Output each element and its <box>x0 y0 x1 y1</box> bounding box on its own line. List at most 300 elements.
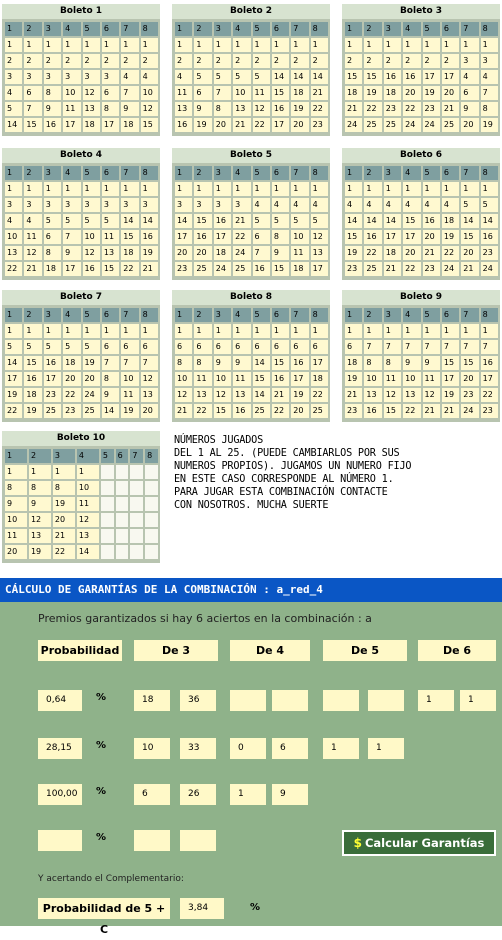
number-cell: 5 <box>83 340 100 354</box>
number-cell: 14 <box>311 70 328 84</box>
table-row <box>5 529 158 543</box>
number-cell: 22 <box>403 404 420 418</box>
number-cell: 15 <box>102 262 119 276</box>
number-cell: 6 <box>102 340 119 354</box>
number-cell: 7 <box>481 340 498 354</box>
column-number: 3 <box>214 22 231 36</box>
number-cell: 6 <box>214 340 231 354</box>
number-cell: 3 <box>121 198 138 212</box>
calcular-garantias-button[interactable] <box>342 830 496 856</box>
number-cell: 18 <box>214 246 231 260</box>
number-cell: 10 <box>121 372 138 386</box>
number-cell: 8 <box>272 230 289 244</box>
column-number: 7 <box>461 22 478 36</box>
number-cell: 18 <box>63 356 80 370</box>
number-cell <box>101 481 114 495</box>
number-cell: 6 <box>272 340 289 354</box>
number-cell: 1 <box>364 38 381 52</box>
number-cell: 18 <box>121 246 138 260</box>
number-cell: 11 <box>233 372 250 386</box>
table-row <box>345 246 498 260</box>
de5-field[interactable]: 1 <box>368 738 404 759</box>
de4-field[interactable] <box>272 690 308 711</box>
number-cell: 10 <box>175 372 192 386</box>
de4-field[interactable]: 0 <box>230 738 266 759</box>
number-cell: 7 <box>63 230 80 244</box>
boleto-grid <box>2 19 160 136</box>
number-cell: 2 <box>423 54 440 68</box>
column-number: 8 <box>311 166 328 180</box>
number-cell: 12 <box>141 102 158 116</box>
number-cell: 17 <box>311 262 328 276</box>
number-cell: 8 <box>175 356 192 370</box>
column-number: 1 <box>345 22 362 36</box>
number-cell: 1 <box>442 38 459 52</box>
number-cell <box>145 465 158 479</box>
de3-field[interactable]: 6 <box>134 784 170 805</box>
de4-field[interactable]: 9 <box>272 784 308 805</box>
column-header-row <box>5 166 158 180</box>
number-cell: 21 <box>461 262 478 276</box>
table-row <box>175 214 328 228</box>
number-cell: 25 <box>194 262 211 276</box>
number-cell: 14 <box>141 214 158 228</box>
number-cell: 1 <box>5 324 22 338</box>
number-cell: 18 <box>44 262 61 276</box>
number-cell: 22 <box>481 388 498 402</box>
number-cell: 15 <box>272 356 289 370</box>
boleto-title: Boleto 1 <box>2 4 160 19</box>
number-cell: 8 <box>44 86 61 100</box>
number-cell: 11 <box>253 86 270 100</box>
number-cell: 5 <box>102 214 119 228</box>
column-number: 2 <box>364 308 381 322</box>
number-cell: 8 <box>102 372 119 386</box>
number-cell: 20 <box>141 404 158 418</box>
table-row <box>5 481 158 495</box>
number-cell <box>116 545 129 559</box>
number-cell: 1 <box>403 182 420 196</box>
comp-probability-field[interactable]: 3,84 <box>180 898 224 919</box>
number-cell: 16 <box>83 262 100 276</box>
number-cell: 16 <box>272 102 289 116</box>
de5-field[interactable]: 1 <box>323 738 359 759</box>
number-cell: 5 <box>63 340 80 354</box>
number-cell: 11 <box>423 372 440 386</box>
number-cell: 22 <box>311 102 328 116</box>
number-cell: 5 <box>253 70 270 84</box>
number-cell: 6 <box>24 86 41 100</box>
number-cell: 1 <box>253 38 270 52</box>
boleto-grid <box>2 305 160 422</box>
number-cell: 23 <box>423 262 440 276</box>
number-cell: 15 <box>384 404 401 418</box>
column-number: 2 <box>24 308 41 322</box>
number-cell: 1 <box>291 38 308 52</box>
number-cell: 11 <box>102 230 119 244</box>
probability-field[interactable]: 0,64 <box>38 690 82 711</box>
number-cell: 2 <box>384 54 401 68</box>
number-cell: 1 <box>83 182 100 196</box>
number-cell: 22 <box>5 262 22 276</box>
number-cell: 1 <box>272 38 289 52</box>
number-cell: 20 <box>175 246 192 260</box>
column-number: 5 <box>253 308 270 322</box>
note-line: NUMEROS PROPIOS). JUGAMOS UN NUMERO FIJO <box>174 461 412 472</box>
table-row <box>5 324 158 338</box>
number-cell: 1 <box>423 324 440 338</box>
number-cell: 9 <box>121 102 138 116</box>
number-cell: 15 <box>364 70 381 84</box>
boleto-grid <box>342 163 500 280</box>
number-cell <box>116 481 129 495</box>
number-cell: 14 <box>253 356 270 370</box>
number-cell: 1 <box>442 182 459 196</box>
column-number: 5 <box>83 22 100 36</box>
column-header-row <box>345 22 498 36</box>
number-cell: 1 <box>311 324 328 338</box>
percent-label: % <box>96 786 107 797</box>
number-cell: 18 <box>345 86 362 100</box>
number-cell: 16 <box>481 230 498 244</box>
column-number: 2 <box>29 449 51 463</box>
boleto-card <box>2 431 160 563</box>
number-cell: 19 <box>291 102 308 116</box>
de5-field[interactable] <box>368 690 404 711</box>
number-cell: 15 <box>403 214 420 228</box>
table-row <box>175 102 328 116</box>
number-cell: 16 <box>214 214 231 228</box>
table-row <box>5 340 158 354</box>
probability-field[interactable]: 28,15 <box>38 738 82 759</box>
number-cell: 18 <box>311 372 328 386</box>
number-cell: 5 <box>5 102 22 116</box>
column-number: 6 <box>272 308 289 322</box>
column-number: 5 <box>423 308 440 322</box>
number-cell <box>145 513 158 527</box>
de3-field[interactable]: 26 <box>180 784 216 805</box>
number-cell <box>145 481 158 495</box>
number-cell: 20 <box>461 372 478 386</box>
number-cell: 10 <box>291 230 308 244</box>
number-cell: 2 <box>121 54 138 68</box>
number-cell: 13 <box>83 102 100 116</box>
number-cell: 14 <box>461 214 478 228</box>
number-cell: 10 <box>141 86 158 100</box>
boleto-card <box>172 290 330 422</box>
number-cell: 12 <box>141 372 158 386</box>
number-cell: 7 <box>121 86 138 100</box>
number-cell: 13 <box>233 388 250 402</box>
probability-field[interactable]: 100,00 <box>38 784 82 805</box>
number-cell <box>101 529 114 543</box>
de4-field[interactable] <box>230 690 266 711</box>
col-header-de4: De 4 <box>230 640 310 661</box>
number-cell: 18 <box>291 262 308 276</box>
number-cell: 4 <box>24 214 41 228</box>
number-cell: 1 <box>121 324 138 338</box>
de3-field[interactable]: 18 <box>134 690 170 711</box>
table-row <box>5 372 158 386</box>
number-cell: 20 <box>403 246 420 260</box>
number-cell: 6 <box>121 340 138 354</box>
number-cell: 19 <box>29 545 51 559</box>
number-cell: 8 <box>44 246 61 260</box>
number-cell: 7 <box>384 340 401 354</box>
column-header-row <box>175 166 328 180</box>
de3-field[interactable]: 36 <box>180 690 216 711</box>
boleto-title: Boleto 8 <box>172 290 330 305</box>
column-number: 1 <box>175 308 192 322</box>
number-cell: 3 <box>461 54 478 68</box>
column-number: 4 <box>403 22 420 36</box>
number-cell: 7 <box>461 340 478 354</box>
number-cell: 21 <box>175 404 192 418</box>
column-number: 2 <box>194 166 211 180</box>
number-cell: 8 <box>194 356 211 370</box>
number-cell: 20 <box>291 118 308 132</box>
de3-field[interactable] <box>134 830 170 851</box>
number-cell: 17 <box>442 70 459 84</box>
number-cell: 25 <box>442 118 459 132</box>
number-cell: 2 <box>141 54 158 68</box>
number-cell: 25 <box>44 404 61 418</box>
table-row <box>175 372 328 386</box>
number-cell: 18 <box>83 118 100 132</box>
calculator-subtitle: Premios garantizados si hay 6 aciertos en la combinación : a <box>38 612 372 625</box>
number-cell: 19 <box>423 86 440 100</box>
de3-field[interactable] <box>180 830 216 851</box>
number-cell: 12 <box>83 86 100 100</box>
number-cell: 13 <box>77 529 99 543</box>
table-row <box>5 182 158 196</box>
de6-field[interactable]: 1 <box>418 690 454 711</box>
number-cell: 22 <box>403 102 420 116</box>
boleto-title: Boleto 10 <box>2 431 160 446</box>
number-cell: 1 <box>44 324 61 338</box>
column-number: 1 <box>5 22 22 36</box>
number-cell: 15 <box>24 118 41 132</box>
number-cell: 4 <box>442 198 459 212</box>
number-cell: 17 <box>5 372 22 386</box>
number-cell: 9 <box>233 356 250 370</box>
number-cell: 24 <box>214 262 231 276</box>
number-cell: 12 <box>29 513 51 527</box>
column-number: 3 <box>44 22 61 36</box>
number-cell: 25 <box>311 404 328 418</box>
de4-field[interactable]: 6 <box>272 738 308 759</box>
column-number: 4 <box>233 22 250 36</box>
boleto-title: Boleto 2 <box>172 4 330 19</box>
number-cell: 1 <box>83 324 100 338</box>
column-number: 5 <box>101 449 114 463</box>
number-cell: 9 <box>29 497 51 511</box>
boleto-title: Boleto 7 <box>2 290 160 305</box>
table-row <box>345 38 498 52</box>
table-row <box>175 340 328 354</box>
number-cell: 1 <box>44 182 61 196</box>
number-cell: 11 <box>77 497 99 511</box>
number-cell: 2 <box>63 54 80 68</box>
column-number: 8 <box>481 166 498 180</box>
number-cell: 7 <box>423 340 440 354</box>
de3-field[interactable]: 33 <box>180 738 216 759</box>
number-cell: 19 <box>141 246 158 260</box>
number-cell: 11 <box>63 102 80 116</box>
number-cell: 17 <box>384 230 401 244</box>
number-cell: 13 <box>364 388 381 402</box>
number-cell: 22 <box>253 118 270 132</box>
de5-field[interactable] <box>323 690 359 711</box>
number-cell: 19 <box>442 388 459 402</box>
number-cell: 23 <box>461 388 478 402</box>
number-cell: 1 <box>141 38 158 52</box>
column-number: 4 <box>403 308 420 322</box>
number-cell: 24 <box>345 118 362 132</box>
number-cell <box>130 497 143 511</box>
column-number: 4 <box>63 22 80 36</box>
de3-field[interactable]: 10 <box>134 738 170 759</box>
number-cell: 17 <box>291 372 308 386</box>
number-cell: 20 <box>63 372 80 386</box>
number-cell: 1 <box>423 38 440 52</box>
number-cell: 22 <box>403 262 420 276</box>
number-cell: 24 <box>442 262 459 276</box>
number-cell: 25 <box>384 118 401 132</box>
column-number: 5 <box>253 22 270 36</box>
column-number: 6 <box>102 308 119 322</box>
number-cell: 4 <box>253 198 270 212</box>
table-row <box>345 198 498 212</box>
number-cell: 1 <box>233 38 250 52</box>
number-cell: 25 <box>83 404 100 418</box>
number-cell: 21 <box>272 388 289 402</box>
boleto-grid <box>342 305 500 422</box>
number-cell: 1 <box>194 324 211 338</box>
number-cell: 3 <box>5 198 22 212</box>
number-cell: 17 <box>214 230 231 244</box>
number-cell: 12 <box>253 102 270 116</box>
table-row <box>5 262 158 276</box>
note-line: PARA JUGAR ESTA COMBINACIÓN CONTACTE <box>174 487 388 498</box>
column-number: 1 <box>175 22 192 36</box>
percent-label: % <box>250 902 261 913</box>
number-cell: 1 <box>364 182 381 196</box>
table-row <box>5 404 158 418</box>
table-row <box>5 246 158 260</box>
number-cell: 2 <box>194 54 211 68</box>
number-cell: 22 <box>442 246 459 260</box>
column-number: 6 <box>116 449 129 463</box>
number-cell: 18 <box>291 86 308 100</box>
number-cell: 3 <box>102 70 119 84</box>
boleto-grid <box>172 305 330 422</box>
number-cell: 5 <box>272 214 289 228</box>
number-cell: 1 <box>77 465 99 479</box>
number-cell: 9 <box>403 356 420 370</box>
number-cell: 1 <box>29 465 51 479</box>
number-cell: 3 <box>141 198 158 212</box>
number-cell: 14 <box>272 70 289 84</box>
column-number: 6 <box>102 22 119 36</box>
note-line: CON NOSOTROS. MUCHA SUERTE <box>174 500 329 511</box>
number-cell: 8 <box>214 102 231 116</box>
column-number: 7 <box>291 22 308 36</box>
number-cell: 14 <box>481 214 498 228</box>
number-cell: 1 <box>291 324 308 338</box>
note-line: NÚMEROS JUGADOS <box>174 435 264 446</box>
number-cell: 4 <box>175 70 192 84</box>
number-cell: 3 <box>214 198 231 212</box>
boleto-grid <box>2 446 160 563</box>
number-cell: 1 <box>5 38 22 52</box>
column-number: 7 <box>461 308 478 322</box>
number-cell: 24 <box>83 388 100 402</box>
number-cell <box>145 545 158 559</box>
table-row <box>345 70 498 84</box>
column-number: 1 <box>175 166 192 180</box>
column-number: 8 <box>141 308 158 322</box>
table-row <box>345 182 498 196</box>
number-cell <box>101 513 114 527</box>
number-cell <box>101 545 114 559</box>
number-cell: 16 <box>194 230 211 244</box>
number-cell: 7 <box>121 356 138 370</box>
column-number: 8 <box>311 22 328 36</box>
column-number: 1 <box>5 166 22 180</box>
table-row <box>5 118 158 132</box>
de6-field[interactable]: 1 <box>460 690 496 711</box>
column-number: 3 <box>214 166 231 180</box>
table-row <box>175 246 328 260</box>
number-cell: 2 <box>214 54 231 68</box>
number-cell: 19 <box>121 404 138 418</box>
number-cell: 1 <box>481 182 498 196</box>
calculator-header: CÁLCULO DE GARANTÍAS DE LA COMBINACIÓN : a_red_4 <box>0 578 502 602</box>
column-number: 4 <box>63 308 80 322</box>
number-cell: 19 <box>345 372 362 386</box>
boleto-card <box>2 148 160 280</box>
number-cell: 14 <box>253 388 270 402</box>
column-number: 1 <box>345 308 362 322</box>
table-row <box>5 86 158 100</box>
table-row <box>345 404 498 418</box>
number-cell: 14 <box>77 545 99 559</box>
number-cell: 21 <box>233 214 250 228</box>
number-cell: 11 <box>384 372 401 386</box>
number-cell: 1 <box>141 182 158 196</box>
number-cell: 16 <box>272 372 289 386</box>
number-cell: 2 <box>102 54 119 68</box>
number-cell: 5 <box>63 214 80 228</box>
number-cell: 10 <box>403 372 420 386</box>
number-cell: 23 <box>63 404 80 418</box>
number-cell: 6 <box>175 340 192 354</box>
number-cell: 3 <box>481 54 498 68</box>
number-cell: 15 <box>461 356 478 370</box>
probability-field[interactable] <box>38 830 82 851</box>
number-cell: 6 <box>345 340 362 354</box>
de4-field[interactable]: 1 <box>230 784 266 805</box>
number-cell: 19 <box>364 86 381 100</box>
column-header-row <box>345 166 498 180</box>
number-cell: 15 <box>141 118 158 132</box>
number-cell: 2 <box>233 54 250 68</box>
number-cell: 1 <box>194 38 211 52</box>
number-cell: 22 <box>121 262 138 276</box>
col-header-de3: De 3 <box>134 640 218 661</box>
number-cell: 3 <box>102 198 119 212</box>
